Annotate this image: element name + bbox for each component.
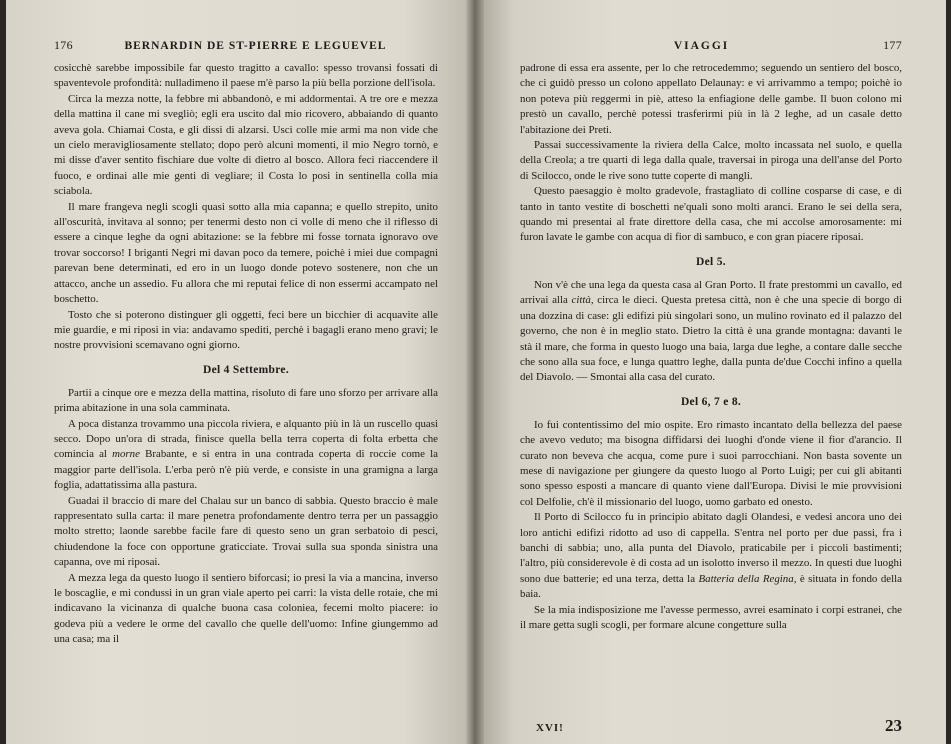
left-paragraph-8: A mezza lega da questo luogo il sentiero biforcasi; io presi la via a mancina, inverso le boscaglie, e mi condussi in un gran viale aperto pei carri: la vista delle rotaie, che mi indicavano la vicinanza di qualche buona casa coloniea, fecemi molto piacere: io godeva più a vedere le orme del cavallo che quelle dell'uomo: Infine giungemmo ad una casa; ma il [54, 571, 438, 646]
right-paragraph-6-italic: Batteria della Regina [698, 572, 794, 585]
gathering-number: 23 [885, 716, 902, 735]
right-paragraph-7: Se la mia indisposizione me l'avesse permesso, avrei esaminato i corpi estranei, che il mare getta sugli scogli, per formare alcune congetture sulla [520, 603, 902, 631]
right-paragraph-1: padrone di essa era assente, per lo che retrocedemmo; seguendo un sentiero del bosco, che ci guidò presso un colono appellato Delaunay: e vi arrivammo a tempo; poichè io non poteva più reggermi in piè, atteso la enfiagione delle gambe. Il buon colono mi prestò un cavallo, perchè potessi trasferirmi più in là 2 leghe, ad un casale detto l'abitazione dei Preti. [520, 62, 902, 136]
left-paragraph-6 [54, 417, 438, 494]
signature-mark: XVI! [536, 722, 564, 734]
section-heading-del-6-7-8: Del 6, 7 e 8. [680, 395, 742, 408]
right-running-title: VIAGGI [673, 40, 730, 52]
left-paragraph-7: Guadai il braccio di mare del Chalau sur un banco di sabbia. Questo braccio è male rappresentato sulla carta: il mare penetra profondamente dentro terra per un passaggio molto stretto; laonde sarebbe facile fare di questo seno un gran serbatoio di pesci, chiudendone la foce con opportune graticciate. Trovai sulla sua sponda sinistra una capanna, ove mi riposai. [54, 494, 438, 569]
right-page-footer [520, 716, 902, 736]
right-paragraph-6 [520, 510, 902, 602]
left-paragraph-4: Tosto che si poterono distinguer gli oggetti, feci bere un bicchier di acquavite alle mie guardie, e mi riposi in via: andavamo spediti, perchè i bagagli erano meno gravi; le nostre provvisioni scemavano ogni giorno. [54, 308, 438, 352]
left-page-number: 176 [54, 38, 73, 52]
right-paragraph-5: Io fui contentissimo del mio ospite. Ero rimasto incantato della bellezza del paese che avevo veduto; ma bisogna diffidarsi dei luoghi d'onde viene il fior d'arancio. Il curato non beveva che acqua, come pure i suoi parrocchiani. Non basta sovente un mese di navigazione per giungere da questo luogo al Porto Luigi; per cui gli abitanti sono spesso esposti a mancare di quanto viene dall'Europa. Divisi le mie provvisioni col Delfolie, ch'è il missionario del luogo, uomo garbato ed onesto. [520, 418, 902, 508]
left-paragraph-6-italic: morne [112, 448, 140, 461]
left-running-title: BERNARDIN DE ST-PIERRE E LEGUEVEL [124, 40, 387, 52]
right-paragraph-6-text-b: , è situata in fondo della baia. [520, 572, 902, 601]
book-gutter [466, 0, 484, 744]
right-paragraph-4-italic: città [571, 294, 591, 307]
left-paragraph-3: Il mare frangeva negli scogli quasi sotto alla mia capanna; e quello strepito, unito all'oscurità, invitava al sonno; per tenermi desto non ci volle di meno che il riflesso di essere a cinque leghe da ogni abitazione: se la febbre mi fosse tornata ignoravo ove trovar soccorso! I briganti Negri mi davan poco da temere, poichè i miei due compagni parevan bene determinati, ed ero in un luogo donde potevo sostenere, non che un attacco, anche un assedio. Fu allora che mi reputai felice di non essermi accampato nel boschetto. [54, 200, 438, 306]
section-heading-4-settembre: Del 4 Settembre. [202, 363, 290, 376]
right-running-head [520, 38, 902, 53]
right-paragraph-2: Passai successivamente la riviera della Calce, molto incassata nel suolo, e quella della Creola; a tre quarti di lega dalla quale, traversai in piroga una dell'anse del Porto di Scilocco, onde le rive sono tutte coperte di mangli. [520, 139, 902, 182]
left-paragraph-5: Partii a cinque ore e mezza della mattina, risoluto di fare uno sforzo per arrivare alla prima abitazione in una sola camminata. [54, 386, 438, 415]
right-page-number: 177 [883, 38, 902, 52]
left-paragraph-1: cosicchè sarebbe impossibile far questo tragitto a cavallo: spesso trovansi fossati di spaventevole profondità: nulladimeno il paese m'è parso la più bella porzione dell'isola. [54, 62, 438, 90]
left-running-head [54, 38, 438, 53]
left-page [6, 0, 474, 744]
right-paragraph-6-text-a: Il Porto di Scilocco fu in principio abitato dagli Olandesi, e vedesi ancora uno dei loro antichi edifizi ridotto ad uso di cappella. S'entra nel porto per due passi, fra i banchi di sabbia; uno, alla punta del Diavolo, praticabile per i piccoli bastimenti; l'altro, più considerevole è di costa ad un isolotto inverso il mezzo. In questi due luoghi sono due batterie; ed una terza, detta la [520, 511, 902, 585]
right-paragraph-4-text-b: , circa le dieci. Questa pretesa città, non è che una specie di borgo di una dozzina di case: gli edifizi più singolari sono, un mulino rovinato ed il palazzo del governo, che non è in meglio stato. Dietro la città è una grande montagna: davanti le stà il mare, che forma in questo luogo una baia, larga due leghe, a contare dalle secche che sono alla sua foce, e lunga quattro leghe, dalla punta de'due Cocchi infino a quella del Diavolo. — Smontai alla casa del curato. [520, 294, 902, 384]
right-paragraph-4-text-a: Non v'è che una lega da questa casa al Gran Porto. Il frate prestommi un cavallo, ed arrivai alla [520, 278, 902, 307]
left-paragraph-6-text-a: A poca distanza trovammo una piccola riviera, e alquanto più in là un ruscello quasi secco. Dopo un'ora di strada, finisce quella bella terra coperta di folta erbetta che comincia al [54, 417, 438, 461]
right-paragraph-4 [520, 278, 902, 386]
right-paragraph-3: Questo paesaggio è molto gradevole, frastagliato di colline cosparse di case, e di tanto in tanto vestite di boschetti ne'quali sono molti aranci. Erano le sei della sera, quando mi presentai al frate direttore della casa, che mi accolse amorosamente: mi furon lavate le gambe con acqua di fior di sambuco, e con gran piacere riposai. [520, 185, 902, 244]
left-paragraph-6-text-b: Brabante, e si entra in una contrada coperta di roccie come la maggior parte dell'isola. L'erba però n'è più verde, e consiste in una gramigna a larga foglia, adattatissima alla pastura. [54, 448, 438, 492]
right-page [476, 0, 946, 744]
section-heading-del-5: Del 5. [696, 255, 726, 268]
left-paragraph-2: Circa la mezza notte, la febbre mi abbandonò, e mi addormentai. A tre ore e mezza della mattina il cane mi svegliò; egli era uscito dal mio ricovero, abbaiando di quanto aveva gola. Chiamai Costa, e gli dissi di alzarsi. Uscì colle mie armi ma non vide che un cielo meravigliosamente stellato; dopo però alcuni momenti, il mio Negro tornò, e mi disse d'aver sentito fischiare due volte di dietro al bosco. Allora feci riaccendere il fuoco, e ordinai alle mie genti di vegliare; il Costa lo posi in sentinella colla mia sciabola. [54, 92, 438, 198]
